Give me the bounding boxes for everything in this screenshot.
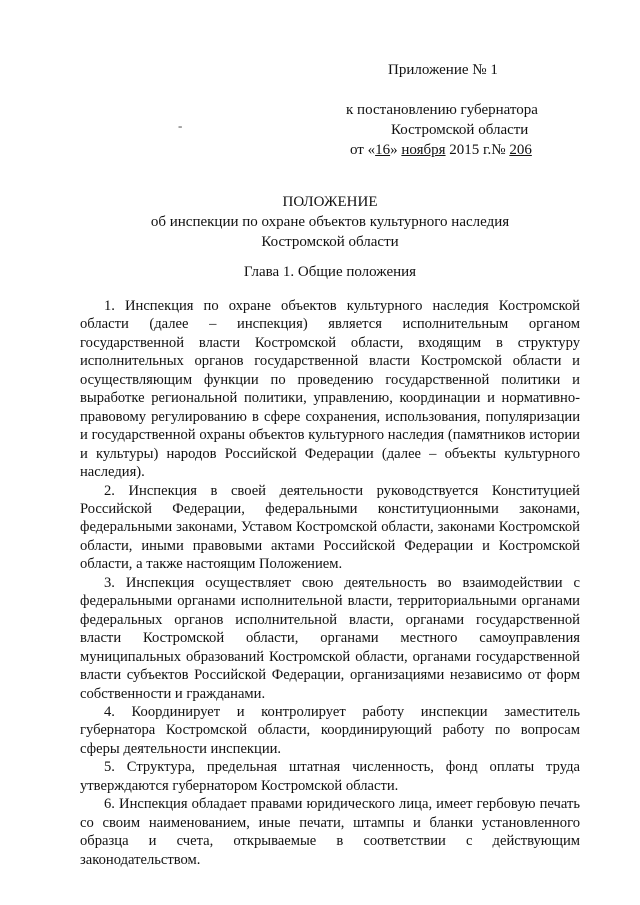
date-mid: » bbox=[390, 142, 402, 158]
stray-dash-mark: - bbox=[178, 118, 183, 133]
paragraph-3: 3. Инспекция осуществляет свою деятельность во взаимодействии с федеральными органами исполнительной власти, территориальными органами федеральных органов исполнительной власти, органами государственной власти Костромской области, органами местного самоуправления муниципальных образований Костромской области, органами государственной власти субъектов Российской Федерации, организациями независимо от форм собственности и гражданами. bbox=[80, 574, 580, 702]
chapter-heading: Глава 1. Общие положения bbox=[243, 264, 417, 280]
date-number: 206 bbox=[509, 142, 532, 158]
date-month: ноября bbox=[401, 142, 446, 158]
resolution-line: к постановлению губернатора bbox=[346, 102, 538, 118]
date-day: 16 bbox=[375, 142, 391, 158]
date-year: 2015 г.№ bbox=[445, 142, 510, 158]
title-line-2: об инспекции по охране объектов культурного наследия bbox=[150, 214, 510, 230]
title-line-3: Костромской области bbox=[261, 234, 399, 250]
title-heading: ПОЛОЖЕНИЕ bbox=[282, 194, 378, 210]
paragraph-6: 6. Инспекция обладает правами юридического лица, имеет гербовую печать со своим наименованием, иные печати, штампы и бланки установленного образца и счета, открываемые в соответствии с действующим законодательством. bbox=[80, 796, 580, 868]
paragraph-5: 5. Структура, предельная штатная численность, фонд оплаты труда утверждаются губернатором Костромской области. bbox=[80, 759, 580, 794]
body-text bbox=[80, 297, 580, 869]
appendix-header bbox=[320, 60, 620, 160]
document-title bbox=[80, 192, 580, 252]
date-prefix: от « bbox=[350, 142, 376, 158]
paragraph-2: 2. Инспекция в своей деятельности руководствуется Конституцией Российской Федерации, федеральными конституционными законами, федеральными законами, Уставом Костромской области, законами Костромской области, иными правовыми актами Российской Федерации и Костромской области, а также настоящим Положением. bbox=[80, 482, 580, 573]
paragraph-1: 1. Инспекция по охране объектов культурного наследия Костромской области (далее – инспекция) является исполнительным органом государственной власти Костромской области, входящим в структуру исполнительных органов государственной власти Костромской области и осуществляющим функции по проведению государственной политики и выработке региональной политики, управлению, координации и нормативно-правовому регулированию в сфере сохранения, использования, популяризации и государственной охраны объектов культурного наследия (памятников истории и культуры) народов Российской Федерации (далее – объекты культурного наследия). bbox=[80, 298, 580, 481]
region-line: Костромской области bbox=[391, 122, 529, 138]
appendix-number: Приложение № 1 bbox=[388, 62, 498, 78]
resolution-date bbox=[320, 140, 620, 160]
paragraph-4: 4. Координирует и контролирует работу инспекции заместитель губернатора Костромской области, координирующий работу по вопросам сферы деятельности инспекции. bbox=[80, 703, 580, 757]
